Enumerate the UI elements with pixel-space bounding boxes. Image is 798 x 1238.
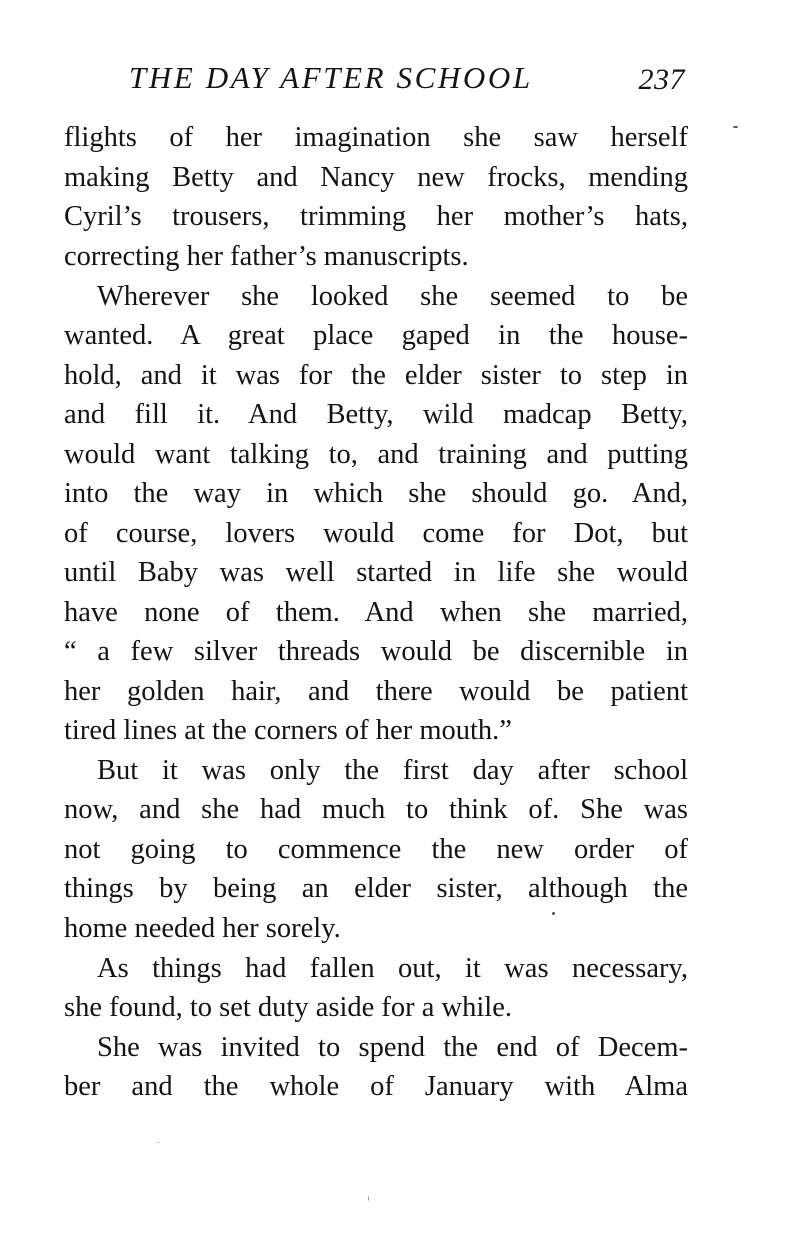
text-line: ber and the whole of January with Alma <box>64 1071 688 1102</box>
text-line: wanted. A great place gaped in the house- <box>64 320 688 351</box>
text-line: Cyril’s trousers, trimming her mother’s hats, <box>64 201 688 232</box>
scan-speck <box>733 126 738 128</box>
scan-speck <box>552 912 555 915</box>
text-line: have none of them. And when she married, <box>64 597 688 628</box>
scan-speck <box>368 1196 369 1201</box>
text-line: until Baby was well started in life she would <box>64 557 688 588</box>
text-line: making Betty and Nancy new frocks, mending <box>64 162 688 193</box>
text-line: into the way in which she should go. And, <box>64 478 688 509</box>
text-line: home needed her sorely. <box>64 913 341 944</box>
text-line: and fill it. And Betty, wild madcap Betty, <box>64 399 688 430</box>
text-line: her golden hair, and there would be patient <box>64 676 688 707</box>
text-line: “ a few silver threads would be discernible in <box>64 636 688 667</box>
text-line: hold, and it was for the elder sister to step in <box>64 360 688 391</box>
running-head <box>129 56 689 100</box>
running-title: THE DAY AFTER SCHOOL <box>129 60 533 95</box>
text-line: correcting her father’s manuscripts. <box>64 241 469 272</box>
text-line: of course, lovers would come for Dot, but <box>64 518 688 549</box>
text-line: not going to commence the new order of <box>64 834 688 865</box>
text-line: flights of her imagination she saw herself <box>64 122 688 153</box>
scan-speck <box>157 1142 160 1143</box>
page-number: 237 <box>638 63 685 96</box>
paragraph-first-line: As things had fallen out, it was necessary, <box>97 953 688 984</box>
text-line: she found, to set duty aside for a while. <box>64 992 512 1023</box>
text-line: now, and she had much to think of. She was <box>64 794 688 825</box>
paragraph-first-line: Wherever she looked she seemed to be <box>97 281 688 312</box>
text-line: would want talking to, and training and putting <box>64 439 688 470</box>
paragraph-first-line: She was invited to spend the end of Decem- <box>97 1032 688 1063</box>
text-line: things by being an elder sister, although the <box>64 873 688 904</box>
paragraph-first-line: But it was only the first day after school <box>97 755 688 786</box>
text-line: tired lines at the corners of her mouth.” <box>64 715 512 746</box>
